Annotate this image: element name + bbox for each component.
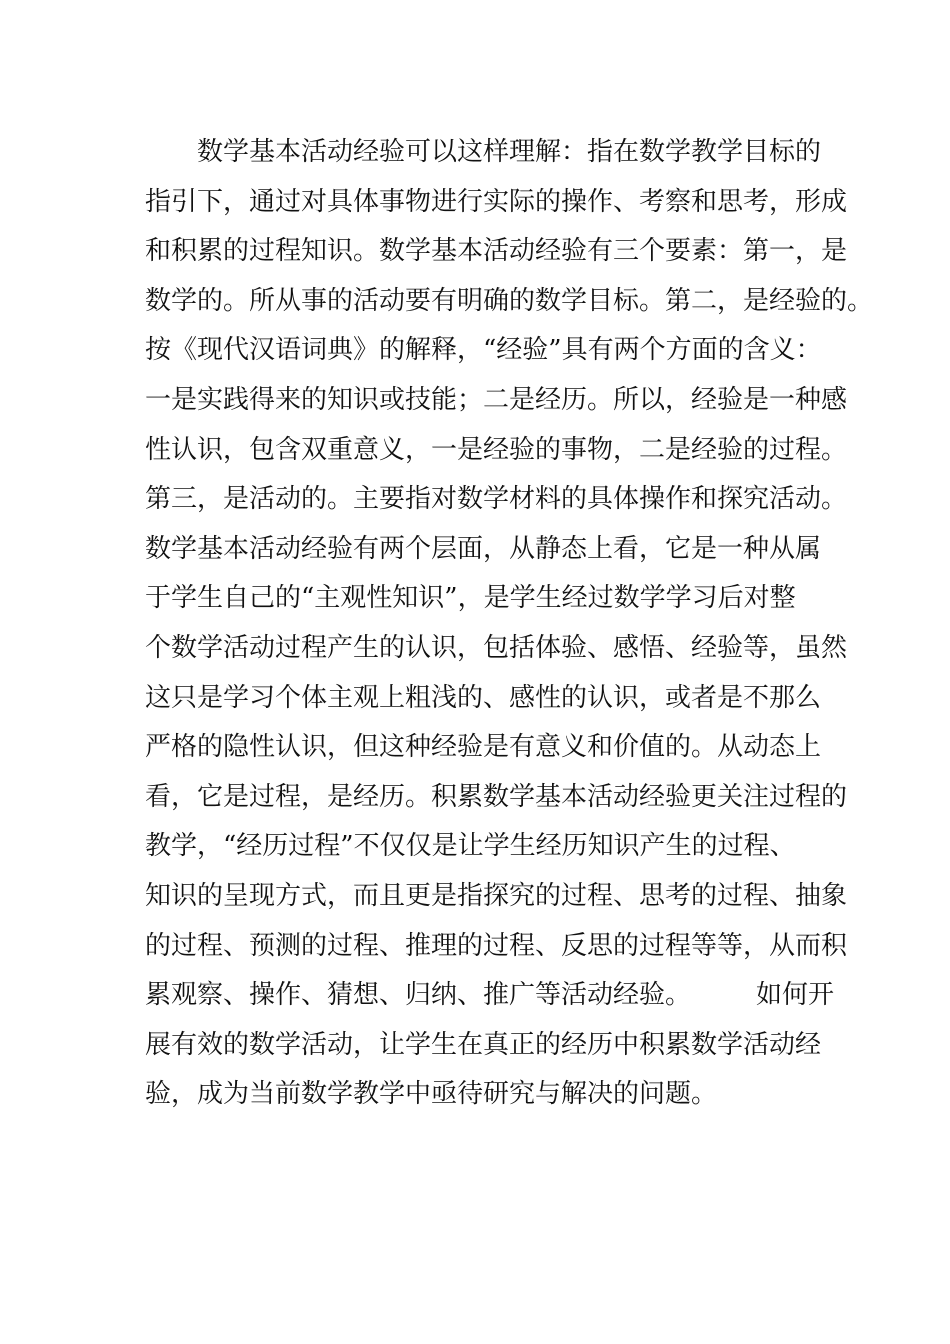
text-line: 于学生自己的“主观性知识”，是学生经过数学学习后对整 bbox=[145, 583, 796, 614]
text-line: 性认识，包含双重意义，一是经验的事物，二是经验的过程。 bbox=[145, 434, 848, 465]
text-line: 个数学活动过程产生的认识，包括体验、感悟、经验等，虽然 bbox=[145, 632, 848, 663]
text-line: 这只是学习个体主观上粗浅的、感性的认识，或者是不那么 bbox=[145, 682, 822, 713]
text-line: 看，它是过程，是经历。积累数学基本活动经验更关注过程的 bbox=[145, 781, 848, 812]
body-paragraph bbox=[145, 128, 874, 1120]
text-line: 严格的隐性认识，但这种经验是有意义和价值的。从动态上 bbox=[145, 732, 822, 763]
text-line: 知识的呈现方式，而且更是指探究的过程、思考的过程、抽象 bbox=[145, 880, 848, 911]
text-line: 按《现代汉语词典》的解释，“经验”具有两个方面的含义： bbox=[145, 335, 822, 366]
text-line: 累观察、操作、猜想、归纳、推广等活动经验。 如何开 bbox=[145, 980, 835, 1011]
text-line: 教学，“经历过程”不仅仅是让学生经历知识产生的过程、 bbox=[145, 831, 796, 862]
text-line: 数学的。所从事的活动要有明确的数学目标。第二，是经验的。 bbox=[145, 285, 874, 316]
text-line: 一是实践得来的知识或技能；二是经历。所以，经验是一种感 bbox=[145, 384, 848, 415]
text-line: 的过程、预测的过程、推理的过程、反思的过程等等，从而积 bbox=[145, 930, 848, 961]
text-line: 和积累的过程知识。数学基本活动经验有三个要素：第一，是 bbox=[145, 236, 848, 267]
text-line: 展有效的数学活动，让学生在真正的经历中积累数学活动经 bbox=[145, 1029, 822, 1060]
text-line: 第三，是活动的。主要指对数学材料的具体操作和探究活动。 bbox=[145, 484, 848, 515]
text-line: 验，成为当前数学教学中亟待研究与解决的问题。 bbox=[145, 1079, 718, 1110]
text-line: 数学基本活动经验有两个层面，从静态上看，它是一种从属 bbox=[145, 533, 822, 564]
text-line: 指引下，通过对具体事物进行实际的操作、考察和思考，形成 bbox=[145, 186, 848, 217]
text-line: 数学基本活动经验可以这样理解：指在数学教学目标的 bbox=[197, 137, 822, 167]
